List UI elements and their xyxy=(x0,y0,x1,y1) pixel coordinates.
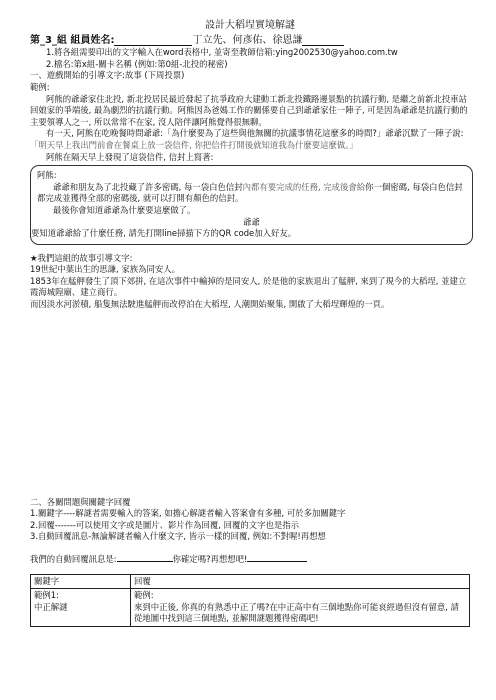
example-label: 範例: xyxy=(30,81,50,92)
instruction-1: 1.將各組需要印出的文字輸入在word表格中, 並寄至教師信箱:ying2002530@yahoo.com.tw xyxy=(46,47,398,58)
example-paragraph-2-text: 有一天, 阿熊在吃晚餐時問爺爺:「為什麼要為了這些與他無關的抗議事情花這麼多的時間?」爺爺沉默了一陣子說: xyxy=(46,128,464,139)
instruction-2: 2.檔名:第x組-關卡名稱 (例如:第0組-北投的秘密) xyxy=(46,58,228,69)
our-story-3: 而因淡水河淤積, 船隻無法駛進艋舺而改停泊在大稻埕, 人潮開始聚集, 開啟了大稻埕輝煌的一頁。 xyxy=(30,299,390,310)
group-line xyxy=(30,35,470,47)
letter-body xyxy=(37,182,466,205)
member-names: 丁立先、何彥佑、徐恩謙 xyxy=(192,34,303,46)
auto-reply-text: 你確定嗎?再想想吧! xyxy=(172,554,248,565)
grandpa-quote: 「明天早上我出門前會在餐桌上放一袋信件, 你把信件打開後就知道我為什麼要這麼做。」 xyxy=(30,139,358,150)
auto-reply-line xyxy=(30,552,470,566)
our-story-2: 1853年在艋舺發生了頂下郊拼, 在這次事件中輸掉的是同安人, 於是他的家族退出了艋舺, 來到了現今的大稻埕, 並建立霞海城隍廟、建立商行。 xyxy=(30,275,467,298)
letter-body-b: 你一個密碼, 每袋白色信封都完成並獲得全部的密碼後, 就可以打開有顏色的信封。 xyxy=(37,181,463,204)
letter-salutation: 阿熊: xyxy=(37,170,57,181)
letter-body-gray: 內都有要完成的任務, 完成後會給 xyxy=(242,181,366,192)
letter-signature: 爺爺 xyxy=(243,216,260,227)
example-paragraph-1: 阿熊的爺爺家住北投, 新北投居民最近發起了抗爭政府大建動工新北投鐵路邊景點的抗議行動, 是繼之前新北投車站回娘家的爭端後, 最為劇烈的抗議行動。阿熊因為爸媽工作的關係要自己到爺爺家住一陣子, 可是因為爺爺是抗議行動的主要領導人之一, 所以常常不在家, 沒人陪伴讓阿熊覺得很無聊。 xyxy=(30,93,468,127)
keyword-reply-table xyxy=(30,574,470,627)
section1-title: 一、遊戲開始的引導文字:故事 (下周投票) xyxy=(30,70,185,81)
example-paragraph-3: 阿熊在隔天早上發現了這袋信件, 信封上寫著: xyxy=(46,151,214,162)
blank-space xyxy=(30,311,470,497)
group-prefix: 第_3_組 組員姓名: xyxy=(30,34,115,46)
reply-example-label: 範例: xyxy=(134,590,154,601)
header-reply: 回覆 xyxy=(131,574,470,589)
example-paragraph-2 xyxy=(30,128,470,151)
keyword-example-label: 範例1: xyxy=(34,590,59,601)
section2-item-3: 3.自動回覆訊息-無論解謎者輸入什麼文字, 皆示一樣的回覆, 例如:不對喔!再想想 xyxy=(30,531,326,542)
our-story-label: ★我們這組的故事引導文字: xyxy=(30,252,133,263)
section2-title: 二、各關問題與關鍵字回覆 xyxy=(30,496,131,507)
keyword-cell xyxy=(31,589,131,627)
auto-reply-blank-1 xyxy=(117,552,173,562)
keyword-value: 中正解謎 xyxy=(34,601,68,612)
letter-body-c: 最後你會知道爺爺為什麼要這麼做了。 xyxy=(53,204,196,215)
letter-body-a: 爺爺和朋友為了北投藏了許多密碼, 每一袋白色信封 xyxy=(53,181,243,192)
section2-item-1: 1.關鍵字----解謎者需要輸入的答案, 如擔心解謎者輸入答案會有多種, 可於多加關鍵字 xyxy=(30,508,346,519)
header-keyword: 關鍵字 xyxy=(31,574,131,589)
document-page xyxy=(30,20,470,627)
reply-value: 來到中正後, 你真的有熟悉中正了嗎?在中正高中有三個地點你可能哀經過但沒有留意, 請從地圖中找到這三個地點, 並解開謎題獲得密碼吧! xyxy=(134,601,459,624)
name-underline-tail xyxy=(302,45,344,46)
qr-note: 要知道爺爺給了什麼任務, 請先打開line掃描下方的QR code加入好友。 xyxy=(31,228,297,239)
table-header-row xyxy=(31,574,470,589)
section2-item-2: 2.回覆-------可以使用文字或是圖片、影片作為回覆, 回覆的文字也是指示 xyxy=(30,519,299,530)
our-story-1: 19世紀中葉出生的思謙, 家族為同安人。 xyxy=(30,264,180,275)
letter-box xyxy=(30,165,473,245)
auto-reply-prefix: 我們的自動回覆訊息是: xyxy=(30,554,117,565)
table-row xyxy=(31,589,470,627)
document-title: 設計大稻埕實境解謎 xyxy=(205,20,295,31)
reply-cell xyxy=(131,589,470,627)
name-underline xyxy=(114,45,192,46)
auto-reply-blank-2 xyxy=(247,552,307,562)
